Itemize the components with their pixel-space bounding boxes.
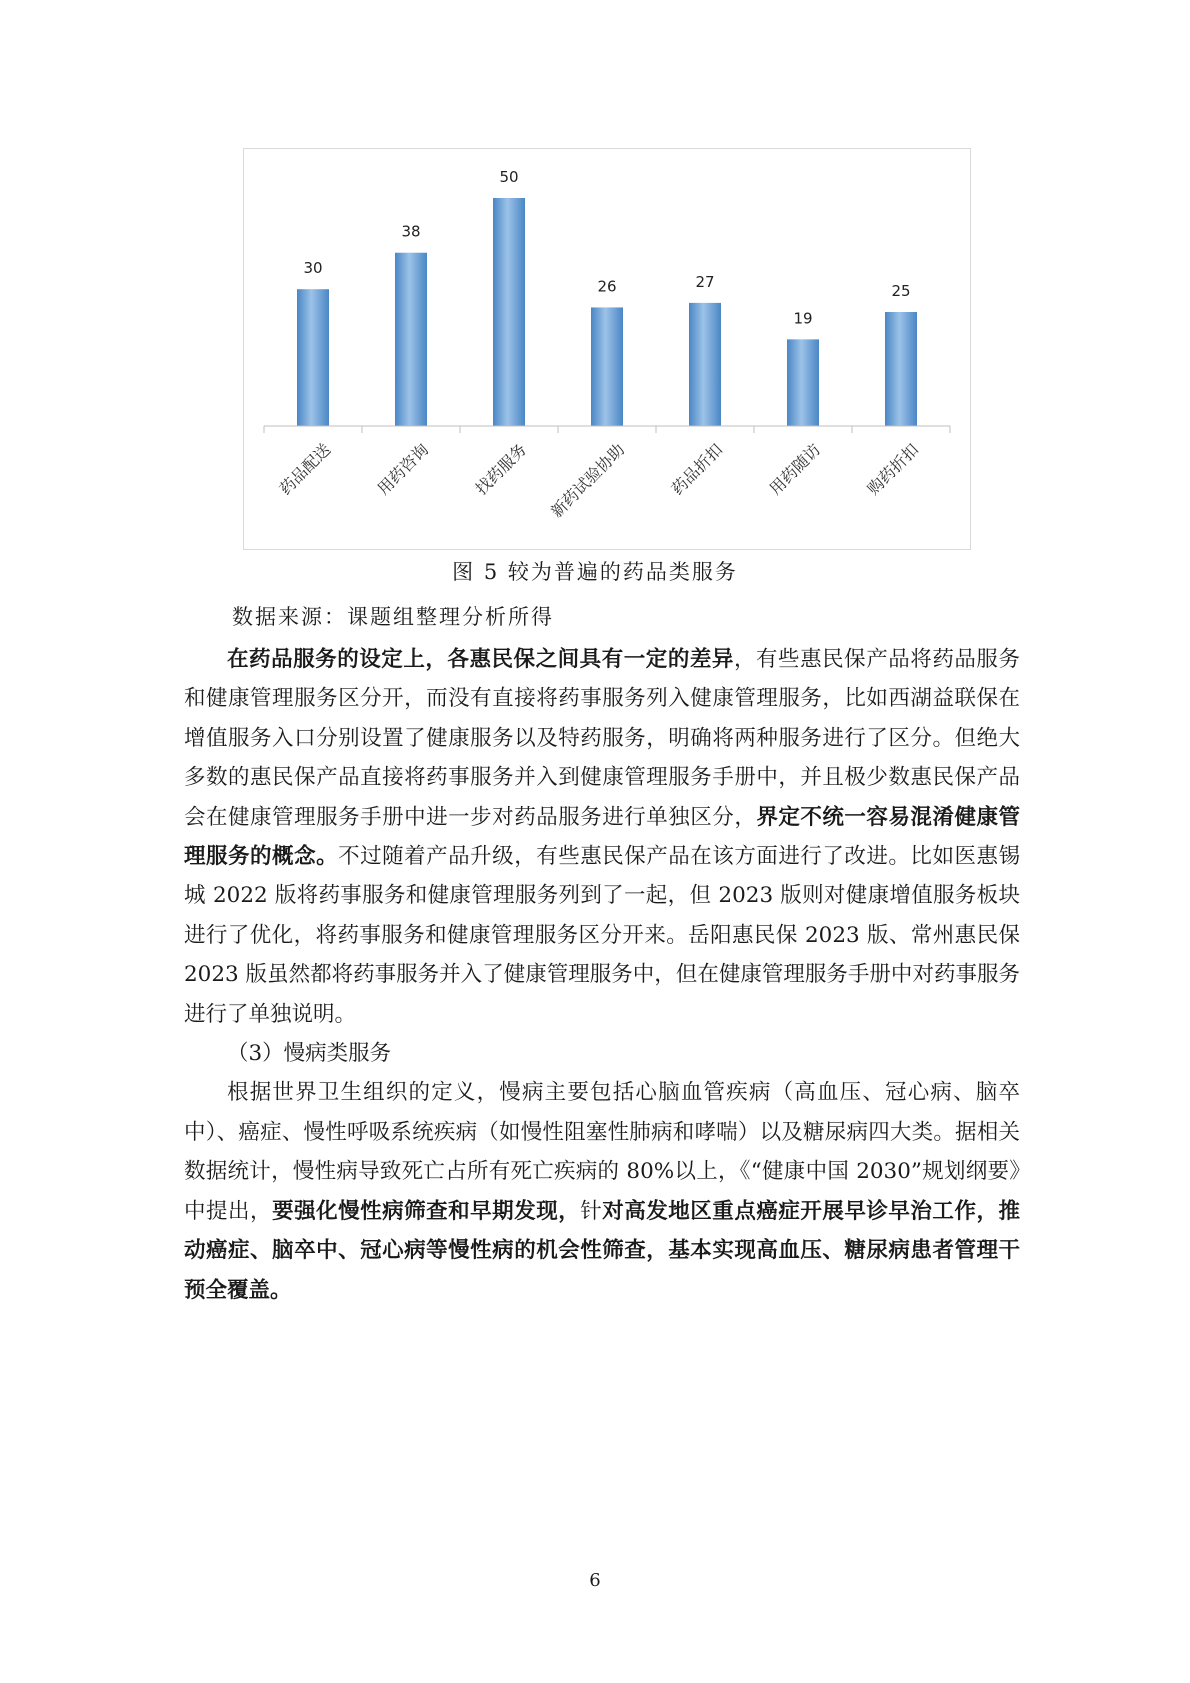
text: 根据世界卫生组织的定义，慢病主要包括心脑血管疾病（高血压、冠心病、脑卒中）、癌症、慢性呼吸系统疾病（如慢性阻塞性肺病和哮喘）以及糖尿病四大类。据相关数据统计，慢性病导致死亡占所有死亡疾病的 80%以上，《“健康中国 2030”规划纲要》中提出， [184, 1080, 1020, 1224]
bar-chart [243, 148, 971, 550]
bar-6 [787, 339, 819, 426]
paragraph-chronic-disease [184, 1073, 1020, 1309]
section-heading: （3）慢病类服务 [227, 1041, 392, 1067]
bar-value-label: 38 [401, 222, 421, 241]
bar-3 [493, 198, 525, 426]
bar-value-label: 26 [597, 277, 617, 296]
text: ，有些惠民保产品将药品服务和健康管理服务区分开，而没有直接将药事服务列入健康管理服务，比如西湖益联保在增值服务入口分别设置了健康服务以及特药服务，明确将两种服务进行了区分。但绝大多数的惠民保产品直接将药事服务并入到健康管理服务手册中，并且极少数惠民保产品会在健康管理服务手册中进一步对药品服务进行单独区分， [184, 647, 1020, 830]
category-tick-label: 用药咨询 [373, 439, 433, 499]
bar-value-label: 30 [303, 259, 323, 278]
bar-value-label: 19 [793, 309, 813, 328]
body-text [184, 640, 1020, 1310]
category-tick-label: 药品折扣 [667, 439, 727, 499]
bold-text: 对高发地区重点癌症开展早诊早治工作，推动癌症、脑卒中、冠心病等慢性病的机会性筛查，基本实现高血压、糖尿病患者管理干预全覆盖。 [184, 1198, 1020, 1303]
bar-4 [591, 307, 623, 426]
bold-text: 要强化慢性病筛查和早期发现， [272, 1198, 581, 1224]
text: 针 [580, 1198, 603, 1224]
category-tick-label: 购药折扣 [863, 439, 923, 499]
bar-value-label: 50 [499, 168, 519, 186]
category-tick-label: 新药试验协助 [546, 439, 629, 522]
figure-caption: 图 5 较为普遍的药品类服务 [452, 560, 738, 584]
bar-chart-svg [244, 149, 972, 551]
page-number: 6 [589, 1570, 601, 1591]
bar-value-label: 27 [695, 272, 715, 291]
category-tick-label: 药品配送 [275, 439, 335, 499]
bar-2 [395, 253, 427, 426]
bar-value-label: 25 [891, 282, 911, 300]
data-source: 数据来源：课题组整理分析所得 [232, 605, 554, 629]
bar-1 [297, 289, 329, 426]
bar-7 [885, 312, 917, 426]
bar-5 [689, 303, 721, 426]
category-tick-label: 用药随访 [765, 439, 825, 499]
category-tick-label: 找药服务 [471, 439, 531, 499]
bold-text: 界定不统一容易混淆健康管理服务的概念。 [184, 804, 1020, 870]
text: 不过随着产品升级，有些惠民保产品在该方面进行了改进。比如医惠锡城 2022 版将药事服务和健康管理服务列到了一起，但 2023 版则对健康增值服务板块进行了优化，将药事服务和健康管理服务区分开来。岳阳惠民保 2023 版、常州惠民保 2023 版虽然都将药事服务并入了健康管理服务中，但在健康管理服务手册中对药事服务进行了单独说明。 [184, 844, 1020, 1027]
paragraph-drug-service [184, 640, 1020, 1034]
bold-text: 在药品服务的设定上，各惠民保之间具有一定的差异 [227, 647, 734, 672]
